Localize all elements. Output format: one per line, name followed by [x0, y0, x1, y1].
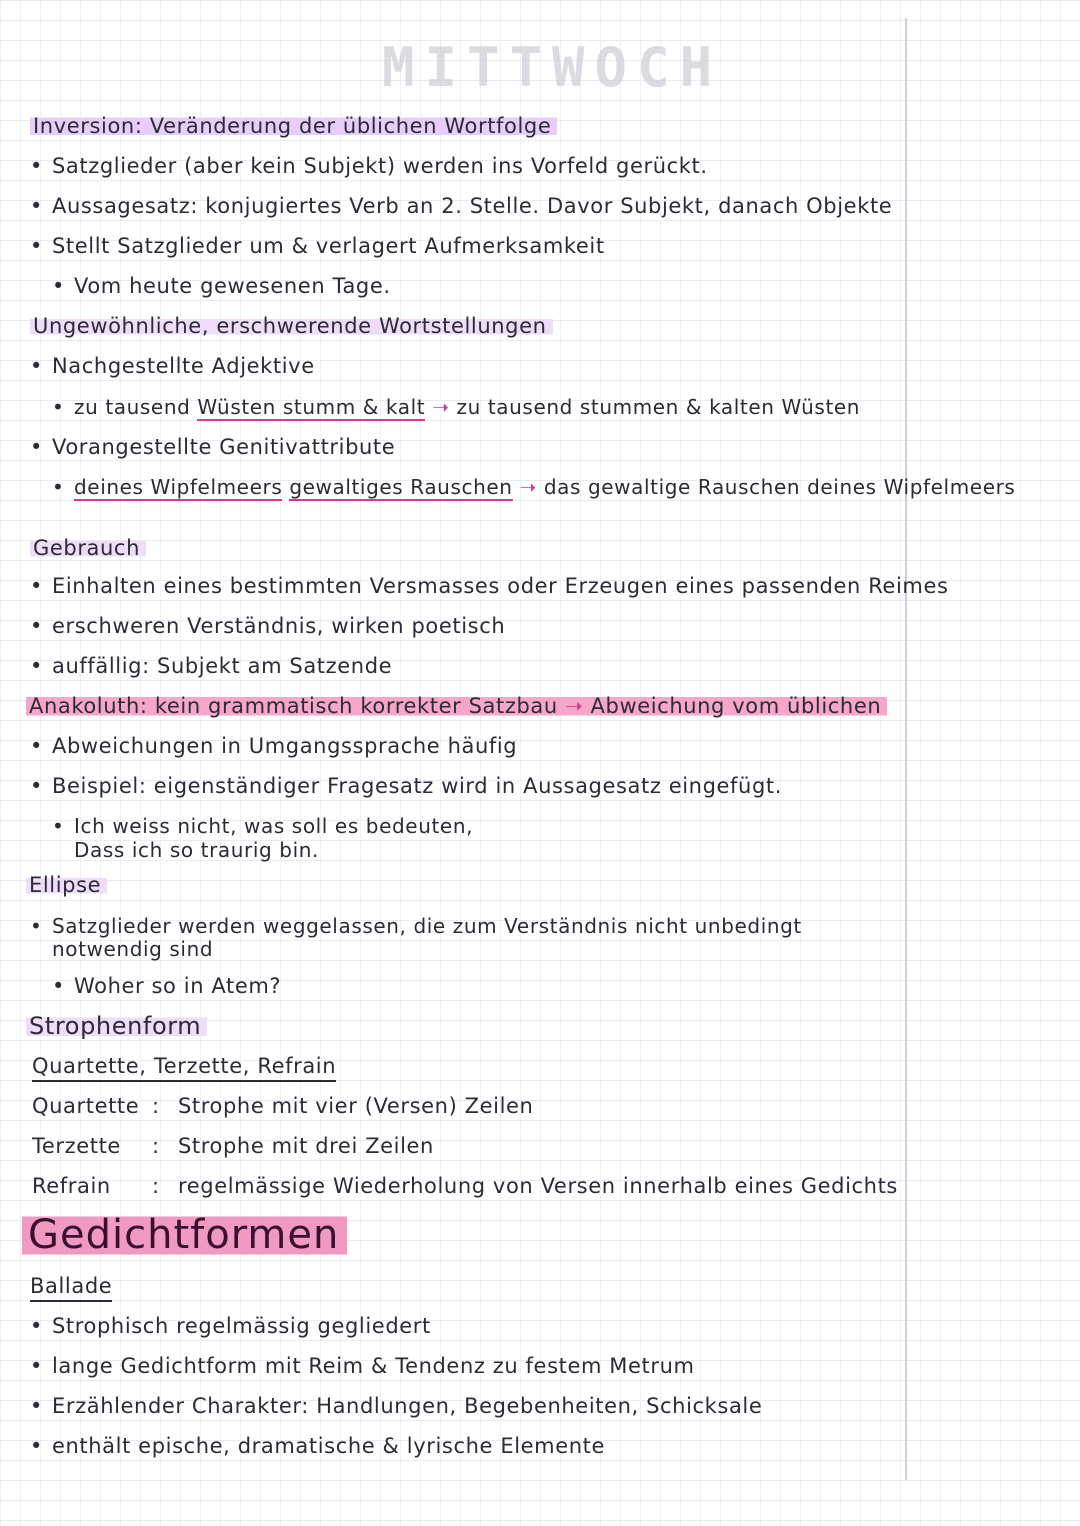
definition-term: Terzette: [32, 1134, 121, 1158]
ballade-item: enthält epische, dramatische & lyrische Elemente: [52, 1434, 605, 1458]
anakoluth-item: Abweichungen in Umgangssprache häufig: [52, 734, 518, 758]
anakoluth-heading: Anakoluth: [29, 694, 140, 718]
list-item: [30, 1434, 605, 1458]
anakoluth-item: Beispiel: eigenständiger Fragesatz wird in Aussagesatz eingefügt.: [52, 774, 782, 798]
anakoluth-example-line: Ich weiss nicht, was soll es bedeuten,: [74, 814, 474, 838]
definition-separator: :: [152, 1094, 160, 1118]
adjektive-example-part: zu tausend: [74, 395, 191, 419]
adjektive-example-result: zu tausend stummen & kalten Wüsten: [456, 395, 861, 419]
bullet-icon: •: [30, 234, 43, 258]
bullet-icon: •: [52, 274, 65, 298]
definition-description: regelmässige Wiederholung von Versen innerhalb eines Gedichts: [178, 1174, 898, 1198]
list-item-continuation: [52, 937, 213, 961]
bullet-icon: •: [30, 574, 43, 598]
ellipse-example: Woher so in Atem?: [74, 974, 282, 998]
inversion-definition: : Veränderung der üblichen Wortfolge: [134, 114, 552, 138]
list-item: [30, 574, 949, 598]
ballade-item: lange Gedichtform mit Reim & Tendenz zu festem Metrum: [52, 1354, 695, 1378]
strophenform-subheading-line: [32, 1054, 336, 1078]
wortstellungen-heading: Ungewöhnliche, erschwerende Wortstellungen: [30, 314, 553, 338]
bullet-icon: •: [52, 395, 65, 419]
bullet-icon: •: [30, 1434, 43, 1458]
ellipse-heading-line: [26, 873, 107, 897]
arrow-icon: ➝: [565, 694, 584, 718]
inversion-item: Satzglieder (aber kein Subjekt) werden ins Vorfeld gerückt.: [52, 154, 708, 178]
definition-row: [32, 1094, 533, 1118]
example-item: [52, 814, 473, 838]
list-item: [30, 234, 605, 258]
genitiv-example-result: das gewaltige Rauschen deines Wipfelmeers: [543, 475, 1016, 499]
bullet-icon: •: [30, 1354, 43, 1378]
list-item: [30, 1394, 762, 1418]
ballade-item: Strophisch regelmässig gegliedert: [52, 1314, 431, 1338]
list-item: [30, 734, 517, 758]
list-item: [30, 194, 892, 218]
anakoluth-example-line: Dass ich so traurig bin.: [74, 838, 319, 862]
gebrauch-heading-line: [30, 536, 146, 560]
list-item: [30, 435, 395, 459]
ballade-heading: Ballade: [30, 1274, 112, 1302]
bullet-icon: •: [30, 194, 43, 218]
anakoluth-definition: : kein grammatisch korrekter Satzbau: [139, 694, 558, 718]
inversion-heading: Inversion: [33, 114, 135, 138]
gebrauch-item: Einhalten eines bestimmten Versmasses oder Erzeugen eines passenden Reimes: [52, 574, 949, 598]
list-item: [30, 1354, 695, 1378]
example-item: [52, 475, 1015, 499]
example-item: [52, 274, 391, 298]
genitiv-label: Vorangestellte Genitivattribute: [52, 435, 396, 459]
arrow-icon: ➝: [432, 395, 450, 419]
list-item: [30, 1314, 431, 1338]
bullet-icon: •: [30, 435, 43, 459]
bullet-icon: •: [52, 974, 65, 998]
gebrauch-item: erschweren Verständnis, wirken poetisch: [52, 614, 506, 638]
list-item: [30, 774, 782, 798]
list-item: [30, 914, 802, 938]
bullet-icon: •: [52, 814, 65, 838]
bullet-icon: •: [30, 774, 43, 798]
definition-row: [32, 1134, 434, 1158]
gedichtformen-title: Gedichtformen: [22, 1212, 347, 1258]
arrow-icon: ➝: [519, 475, 537, 499]
definition-term: Quartette: [32, 1094, 140, 1118]
example-item-continuation: [74, 838, 319, 862]
gebrauch-item: auffällig: Subjekt am Satzende: [52, 654, 393, 678]
date-stamp: MITTWOCH: [382, 36, 723, 99]
adjektive-example-underlined: Wüsten stumm & kalt: [197, 395, 426, 419]
inversion-item: Aussagesatz: konjugiertes Verb an 2. Stelle. Davor Subjekt, danach Objekte: [52, 194, 893, 218]
list-item: [30, 614, 505, 638]
adjektive-label: Nachgestellte Adjektive: [52, 354, 315, 378]
ballade-item: Erzählender Charakter: Handlungen, Begebenheiten, Schicksale: [52, 1394, 763, 1418]
example-item: [52, 395, 860, 419]
ellipse-item-line: Satzglieder werden weggelassen, die zum Verständnis nicht unbedingt: [52, 914, 802, 938]
gebrauch-heading: Gebrauch: [30, 536, 146, 560]
bullet-icon: •: [30, 654, 43, 678]
strophenform-heading: Strophenform: [26, 1012, 207, 1040]
bullet-icon: •: [30, 614, 43, 638]
definition-description: Strophe mit vier (Versen) Zeilen: [178, 1094, 534, 1118]
genitiv-example-part: gewaltiges Rauschen: [289, 475, 513, 499]
definition-separator: :: [152, 1174, 160, 1198]
definition-separator: :: [152, 1134, 160, 1158]
ellipse-item-line: notwendig sind: [52, 937, 214, 961]
genitiv-example-underlined: deines Wipfelmeers: [74, 475, 283, 499]
strophenform-heading-line: [26, 1012, 207, 1040]
list-item: [30, 154, 708, 178]
example-item: [52, 974, 281, 998]
wortstellungen-heading-line: [30, 314, 553, 338]
ellipse-heading: Ellipse: [26, 873, 107, 897]
strophenform-subheading: Quartette, Terzette, Refrain: [32, 1054, 336, 1082]
inversion-example: Vom heute gewesenen Tage.: [74, 274, 391, 298]
anakoluth-heading-line: [26, 694, 887, 718]
inversion-item: Stellt Satzglieder um & verlagert Aufmerksamkeit: [52, 234, 605, 258]
bullet-icon: •: [30, 354, 43, 378]
page-margin-line: [905, 18, 907, 1480]
definition-description: Strophe mit drei Zeilen: [178, 1134, 434, 1158]
bullet-icon: •: [30, 154, 43, 178]
bullet-icon: •: [30, 914, 43, 938]
list-item: [30, 654, 392, 678]
inversion-heading-line: [30, 114, 557, 138]
anakoluth-definition-tail: Abweichung vom üblichen: [590, 694, 882, 718]
bullet-icon: •: [30, 734, 43, 758]
ballade-heading-line: [30, 1274, 112, 1298]
definition-term: Refrain: [32, 1174, 111, 1198]
list-item: [30, 354, 315, 378]
definition-row: [32, 1174, 898, 1198]
bullet-icon: •: [30, 1314, 43, 1338]
bullet-icon: •: [30, 1394, 43, 1418]
bullet-icon: •: [52, 475, 65, 499]
